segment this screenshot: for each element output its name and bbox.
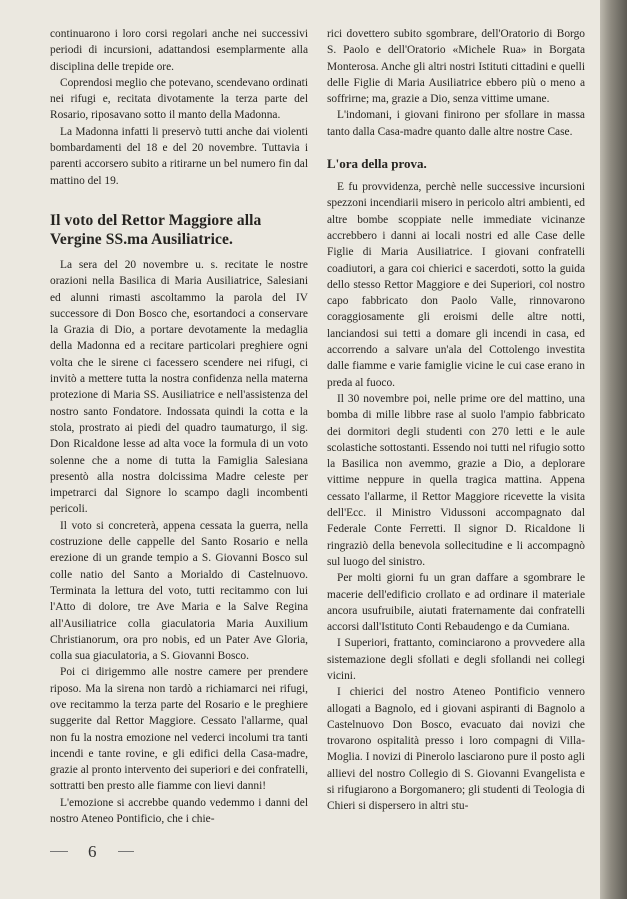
paragraph: Per molti giorni fu un gran daffare a sgombrare le macerie dell'edificio crollato e ad ordinare il materiale ancora usufruibile, aiutati fraternamente dai confratelli accorsi dall'Istituto Conti Rebaudengo e da Cumiana. (327, 572, 585, 634)
section-heading: L'ora della prova. (327, 156, 427, 172)
right-column (327, 26, 585, 815)
paragraph: Poi ci dirigemmo alle nostre camere per prendere riposo. Ma la sirena non tardò a richiamarci nei rifugi, ove recitammo la terza parte del Rosario e le preghiere suggerite dal Rettor Maggiore. Cessato l'allarme, qual non fu la nostra emozione nel vederci incolumi tra tanti incendi e tante rovine, e gli edifici della Casa-madre, grazie al pronto intervento dei superiori e dei confratelli, sottratti ben presto alle fiamme con lievi danni! (50, 666, 308, 793)
paragraph: L'indomani, i giovani finirono per sfollare in massa tanto dalla Casa-madre quanto dalle altre nostre Case. (327, 109, 585, 138)
section-heading: Il voto del Rettor Maggiore alla Vergine SS.ma Ausiliatrice. (50, 211, 262, 248)
paragraph: rici dovettero subito sgombrare, dell'Oratorio di Borgo S. Paolo e dell'Oratorio «Michele Rua» in Borgata Monterosa. Anche gli altri nostri Istituti cittadini e quelli delle Figlie di Maria Ausiliatrice ebbero più o meno a soffrirne; ma, grazie a Dio, senza vittime umane. (327, 28, 585, 106)
paragraph: La Madonna infatti li preservò tutti anche dai violenti bombardamenti del 18 e del 20 novembre. Tuttavia i parenti accorsero subito a ritirarne un bel numero fin dal mattino del 19. (50, 125, 308, 187)
paragraph: Il voto si concreterà, appena cessata la guerra, nella costruzione delle cappelle del Santo Rosario e nella erezione di un grande tempio a S. Giovanni Bosco sul colle natio del Santo a Morialdo di Castelnuovo. Terminata la lettura del voto, tutti recitammo con lui l'Atto di dolore, tre Ave Maria e la Salve Regina all'Ausiliatrice colla giaculatoria Maria Auxilium Christianorum, ora pro nobis, ed un Pater Ave Gloria, colla sua giaculatoria, a S. Giovanni Bosco. (50, 519, 308, 663)
footer-dash-left (50, 851, 68, 852)
paragraph: continuarono i loro corsi regolari anche nei successivi periodi di incursioni, adattandosi esemplarmente alla disciplina delle trepide ore. (50, 28, 308, 73)
footer-dash-right (118, 851, 134, 852)
paragraph: I chierici del nostro Ateneo Pontificio vennero allogati a Bagnolo, ed i giovani aspiranti di Bagnolo a Castelnuovo Don Bosco, evacuato dai novizi che trovarono ospitalità presso i loro compagni di Villa-Moglia. I novizi di Pinerolo lasciarono pure il posto agli allievi del nostro Collegio di S. Giovanni Evangelista e si rifugiarono a Borgomanero; gli studenti di Teologia di Chieri si dispersero in altri stu- (327, 686, 585, 813)
paragraph: La sera del 20 novembre u. s. recitate le nostre orazioni nella Basilica di Maria Ausiliatrice, Salesiani ed alunni rimasti ascoltammo la parola del IV successore di Don Bosco che, esortandoci a conservare la Grazia di Dio, a portare devotamente la medaglia della Madonna ed a recitare particolari preghiere ogni volta che le sirene ci facessero scendere nei rifugi, ci invitò a mettere tutta la nostra confidenza nella materna protezione di Maria SS. Ausiliatrice e nell'assistenza del nostro santo Fondatore. Indossata quindi la cotta e la stola, prostrato ai piedi del quadro taumaturgo, il sig. Don Ricaldone lesse ad alta voce la formula di un voto solenne che a nome di tutta la Famiglia Salesiana presentò alla nostra dolcissima Madre celeste per impetrarci dal Signore lo scampo dagli incombenti pericoli. (50, 258, 308, 516)
page-number: 6 (88, 842, 97, 861)
paragraph: Il 30 novembre poi, nelle prime ore del mattino, una bomba di mille libbre rase al suolo l'ampio fabbricato dei dormitori degli studenti con 270 letti e le aule scolastiche sottostanti. Essendo noi tutti nel rifugio sotto la Basilica non avemmo, grazie a Dio, a deplorare vittime neppure in quella tragica mattina. Appena cessato l'allarme, il Rettor Maggiore ricevette la visita dell'Ecc. il Ministro Vidussoni accompagnato dal Federale Conte Ferretti. Il signor D. Ricaldone li ringraziò della benevola sollecitudine e li accompagnò sul luogo del sinistro. (327, 392, 585, 568)
book-gutter-shadow (600, 0, 627, 899)
paragraph: Coprendosi meglio che potevano, scendevano ordinati nei rifugi e, recitata divotamente la terza parte del Rosario, riposavano sotto il manto della Madonna. (50, 76, 308, 122)
left-column (50, 26, 308, 827)
paragraph: E fu provvidenza, perchè nelle successive incursioni spezzoni incendiarii misero in pericolo altri ambienti, ed altre bombe scoppiate nelle immediate vicinanze accrebbero i danni ai locali nostri ed alle Case delle Figlie di Maria Ausiliatrice. I giovani confratelli coadiutori, a gara coi chierici e sacerdoti, sotto la guida dello stesso Rettor Maggiore e dei Superiori, col nostro capo fabbricato don Paolo Valle, rinnovarono coraggiosamente gli eroismi delle altre notti, lanciandosi sui tetti a domare gli incendi in casa, ed accorrendo a salvare un'ala del Cottolengo investita dalle fiamme e varie famiglie vicine le cui case erano in preda al fuoco. (327, 181, 585, 389)
paragraph: L'emozione si accrebbe quando vedemmo i danni del nostro Ateneo Pontificio, che i chie- (50, 796, 308, 826)
paragraph: I Superiori, frattanto, cominciarono a provvedere alla sistemazione degli sfollati e degli sfollandi nei collegi vicini. (327, 637, 585, 682)
